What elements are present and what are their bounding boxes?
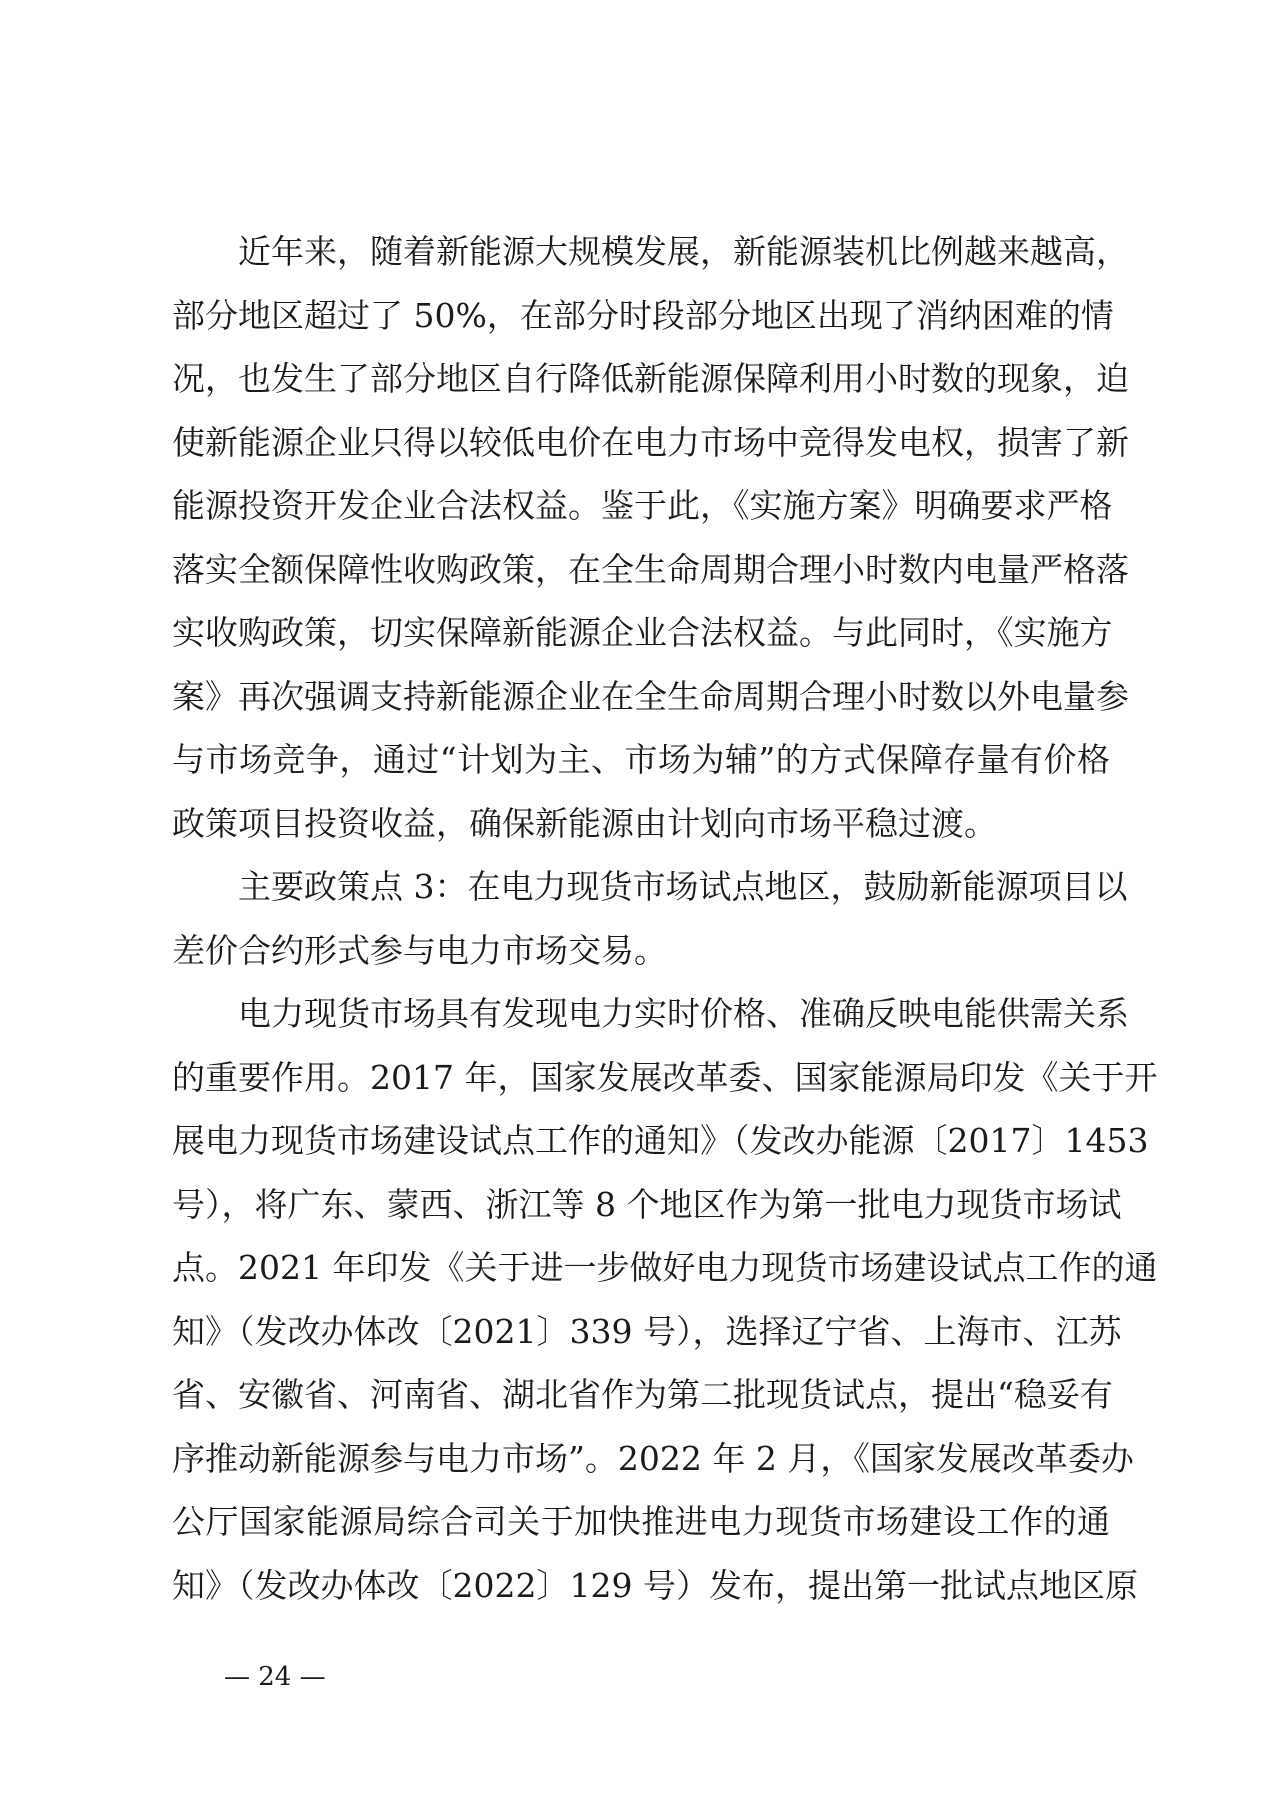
text-line: 差价合约形式参与电力市场交易。	[172, 930, 667, 970]
text-line: 主要政策点 3：在电力现货市场试点地区，鼓励新能源项目以	[238, 867, 1128, 906]
text-line: 使新能源企业只得以较低电价在电力市场中竞得发电权，损害了新	[172, 422, 1129, 462]
text-line: 展电力现货市场建设试点工作的通知》（发改办能源〔2017〕1453	[172, 1121, 1149, 1160]
text-line: 能源投资开发企业合法权益。鉴于此，《实施方案》明确要求严格	[172, 486, 1113, 525]
text-line: 部分地区超过了 50%，在部分时段部分地区出现了消纳困难的情	[172, 295, 1114, 335]
text-line: 知》（发改办体改〔2021〕339 号），选择辽宁省、上海市、江苏	[172, 1311, 1122, 1351]
text-line: 号），将广东、蒙西、浙江等 8 个地区作为第一批电力现货市场试	[172, 1184, 1122, 1224]
text-line: 与市场竞争，通过“计划为主、市场为辅”的方式保障存量有价格	[172, 740, 1110, 779]
text-line: 近年来，随着新能源大规模发展，新能源装机比例越来越高，	[238, 232, 1129, 271]
paragraph-3	[172, 982, 1158, 1617]
text-line: 案》再次强调支持新能源企业在全生命周期合理小时数以外电量参	[172, 676, 1129, 716]
text-line: 电力现货市场具有发现电力实时价格、准确反映电能供需关系	[238, 994, 1129, 1033]
text-line: 公厅国家能源局综合司关于加快推进电力现货市场建设工作的通	[172, 1502, 1110, 1541]
paragraph-2	[172, 855, 1128, 982]
text-line: 点。2021 年印发《关于进一步做好电力现货市场建设试点工作的通	[172, 1248, 1158, 1287]
text-line: 落实全额保障性收购政策，在全生命周期合理小时数内电量严格落	[172, 549, 1129, 589]
paragraph-1	[172, 220, 1129, 855]
text-line: 政策项目投资收益，确保新能源由计划向市场平稳过渡。	[172, 803, 997, 843]
text-line: 序推动新能源参与电力市场”。2022 年 2 月，《国家发展改革委办	[172, 1438, 1134, 1478]
text-line: 实收购政策，切实保障新能源企业合法权益。与此同时，《实施方	[172, 613, 1113, 652]
text-line: 的重要作用。2017 年，国家发展改革委、国家能源局印发《关于开	[172, 1057, 1158, 1097]
page-number: — 24 —	[224, 1662, 326, 1692]
text-line: 省、安徽省、河南省、湖北省作为第二批现货试点，提出“稳妥有	[172, 1375, 1113, 1414]
body-text	[172, 220, 1158, 1617]
text-line: 知》（发改办体改〔2022〕129 号）发布，提出第一批试点地区原	[172, 1565, 1138, 1605]
text-line: 况，也发生了部分地区自行降低新能源保障利用小时数的现象，迫	[172, 359, 1129, 398]
